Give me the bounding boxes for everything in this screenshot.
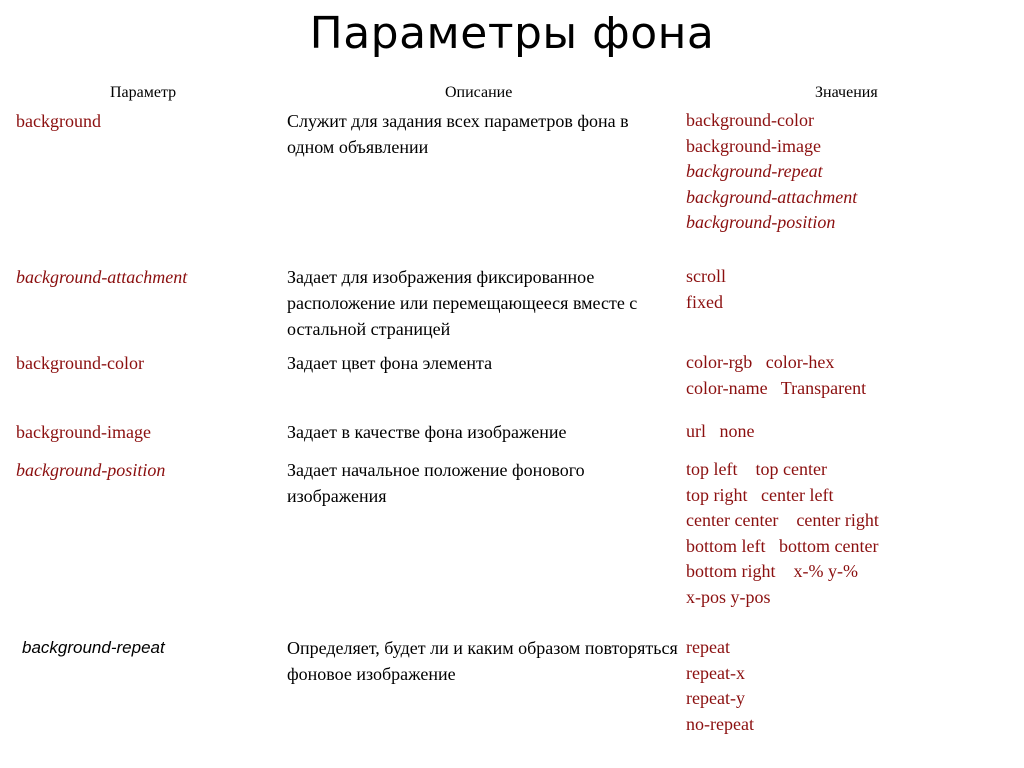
value-item: repeat-y <box>686 688 745 709</box>
value-item: top right center left <box>686 484 834 505</box>
param-values <box>686 350 1016 401</box>
value-item: url none <box>686 421 755 441</box>
value-item: fixed <box>686 291 723 312</box>
header-description: Описание <box>445 84 513 101</box>
value-item: repeat-x <box>686 662 745 683</box>
param-values <box>686 264 1016 315</box>
header-param: Параметр <box>110 84 177 101</box>
value-item: center center center right <box>686 510 879 531</box>
value-item: background-attachment <box>686 186 858 207</box>
param-values <box>686 635 1016 737</box>
param-name: background-color <box>16 353 144 373</box>
page-title: Параметры фона <box>309 8 715 59</box>
value-item: color-rgb color-hex <box>686 352 835 372</box>
param-description: Задает начальное положение фонового изображения <box>287 460 585 506</box>
value-item: no-repeat <box>686 713 754 734</box>
value-item: top left top center <box>686 459 827 479</box>
value-item: background-image <box>686 135 821 156</box>
param-name: background-repeat <box>22 638 165 657</box>
value-item: background-repeat <box>686 161 823 182</box>
param-values <box>686 419 1016 445</box>
header-values: Значения <box>815 84 878 101</box>
value-item: color-name Transparent <box>686 377 867 398</box>
param-description: Задает для изображения фиксированное расположение или перемещающееся вместе с остальной страницей <box>287 267 638 339</box>
value-item: background-position <box>686 212 836 233</box>
value-item: repeat <box>686 637 730 657</box>
param-name: background-position <box>16 460 166 480</box>
param-name: background-attachment <box>16 267 188 287</box>
param-description: Определяет, будет ли и каким образом повторяться фоновое изображение <box>287 638 678 684</box>
param-description: Задает цвет фона элемента <box>287 353 493 373</box>
param-name: background <box>16 111 101 131</box>
param-description: Задает в качестве фона изображение <box>287 422 567 442</box>
value-item: bottom right x-% y-% <box>686 561 858 582</box>
param-name: background-image <box>16 422 151 442</box>
param-values <box>686 108 1016 236</box>
value-item: bottom left bottom center <box>686 535 879 556</box>
value-item: x-pos y-pos <box>686 586 771 607</box>
param-values <box>686 457 1016 611</box>
param-description: Служит для задания всех параметров фона в одном объявлении <box>287 111 629 157</box>
value-item: background-color <box>686 110 814 130</box>
value-item: scroll <box>686 266 726 286</box>
